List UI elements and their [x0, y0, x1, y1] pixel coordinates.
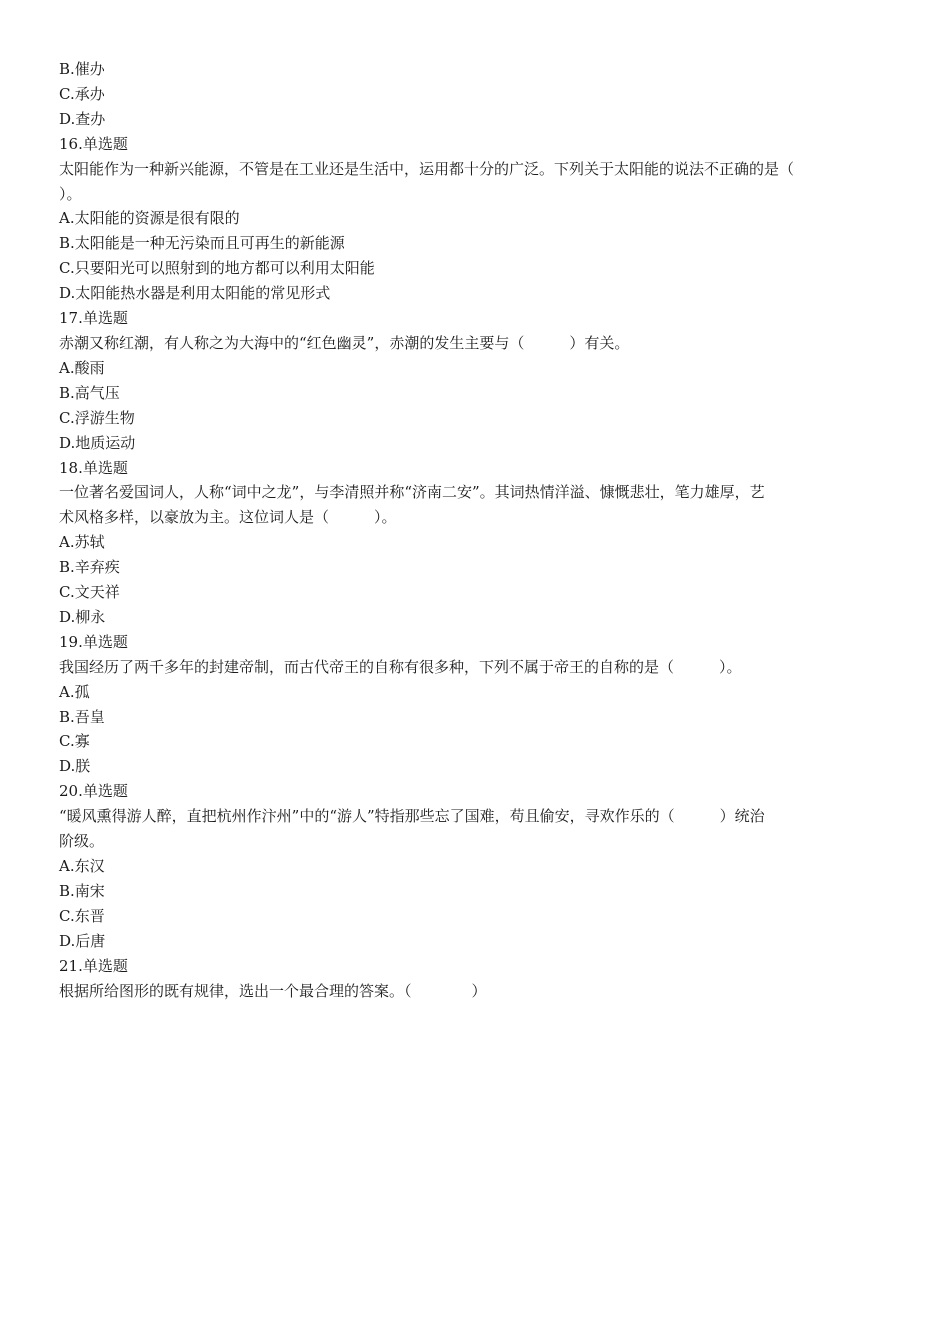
option-a: A.东汉	[59, 857, 105, 875]
option-c: C.承办	[59, 84, 105, 103]
question-header: 18.单选题	[59, 458, 128, 477]
question-stem-line: “暖风熏得游人醉，直把杭州作汴州”中的“游人”特指那些忘了国难，苟且偷安，寻欢作乐的（ ）统治	[59, 807, 765, 826]
question-stem-line: 我国经历了两千多年的封建帝制，而古代帝王的自称有很多种，下列不属于帝王的自称的是（ ）。	[59, 657, 742, 676]
question-header: 17.单选题	[59, 309, 128, 328]
question-stem-line: 术风格多样，以豪放为主。这位词人是（ ）。	[59, 508, 397, 527]
option-d: D.查办	[59, 109, 106, 128]
option-d: D.后唐	[59, 931, 106, 950]
option-a: A.苏轼	[59, 533, 105, 552]
question-stem-line: 赤潮又称红潮，有人称之为大海中的“红色幽灵”，赤潮的发生主要与（ ）有关。	[59, 333, 630, 352]
option-a: A.酸雨	[59, 358, 105, 377]
question-17	[59, 306, 881, 455]
option-a: A.太阳能的资源是很有限的	[59, 209, 240, 228]
question-stem-line: 根据所给图形的既有规律，选出一个最合理的答案。（ ）	[59, 981, 487, 1000]
option-c: C.文天祥	[59, 583, 120, 602]
previous-question-options	[59, 57, 881, 132]
question-18	[59, 456, 881, 630]
option-d: D.地质运动	[59, 433, 136, 452]
option-d: D.柳永	[59, 607, 106, 626]
question-20	[59, 779, 881, 953]
option-b: B.吾皇	[59, 707, 105, 726]
question-21	[59, 954, 881, 1004]
question-16	[59, 132, 881, 306]
option-c: C.只要阳光可以照射到的地方都可以利用太阳能	[59, 259, 375, 278]
question-stem-line: 阶级。	[59, 832, 105, 851]
question-header: 19.单选题	[59, 632, 128, 651]
exam-page	[59, 57, 881, 1003]
question-stem-line: 一位著名爱国词人，人称“词中之龙”，与李清照并称“济南二安”。其词热情洋溢、慷慨悲壮，笔力雄厚，艺	[59, 483, 765, 502]
option-b: B.高气压	[59, 383, 120, 402]
option-d: D.朕	[59, 757, 91, 776]
question-stem-line: ）。	[59, 184, 82, 203]
question-stem-line: 太阳能作为一种新兴能源，不管是在工业还是生活中，运用都十分的广泛。下列关于太阳能的说法不正确的是（	[59, 159, 795, 178]
option-c: C.寡	[59, 732, 90, 751]
option-a: A.孤	[59, 682, 90, 701]
option-b: B.催办	[59, 60, 105, 78]
option-c: C.浮游生物	[59, 408, 135, 427]
option-b: B.太阳能是一种无污染而且可再生的新能源	[59, 234, 345, 253]
question-19	[59, 630, 881, 779]
question-header: 16.单选题	[59, 134, 128, 153]
question-header: 20.单选题	[59, 782, 128, 801]
option-b: B.辛弃疾	[59, 558, 120, 577]
option-b: B.南宋	[59, 881, 105, 900]
question-header: 21.单选题	[59, 956, 128, 975]
option-d: D.太阳能热水器是利用太阳能的常见形式	[59, 284, 331, 303]
option-c: C.东晋	[59, 906, 105, 925]
